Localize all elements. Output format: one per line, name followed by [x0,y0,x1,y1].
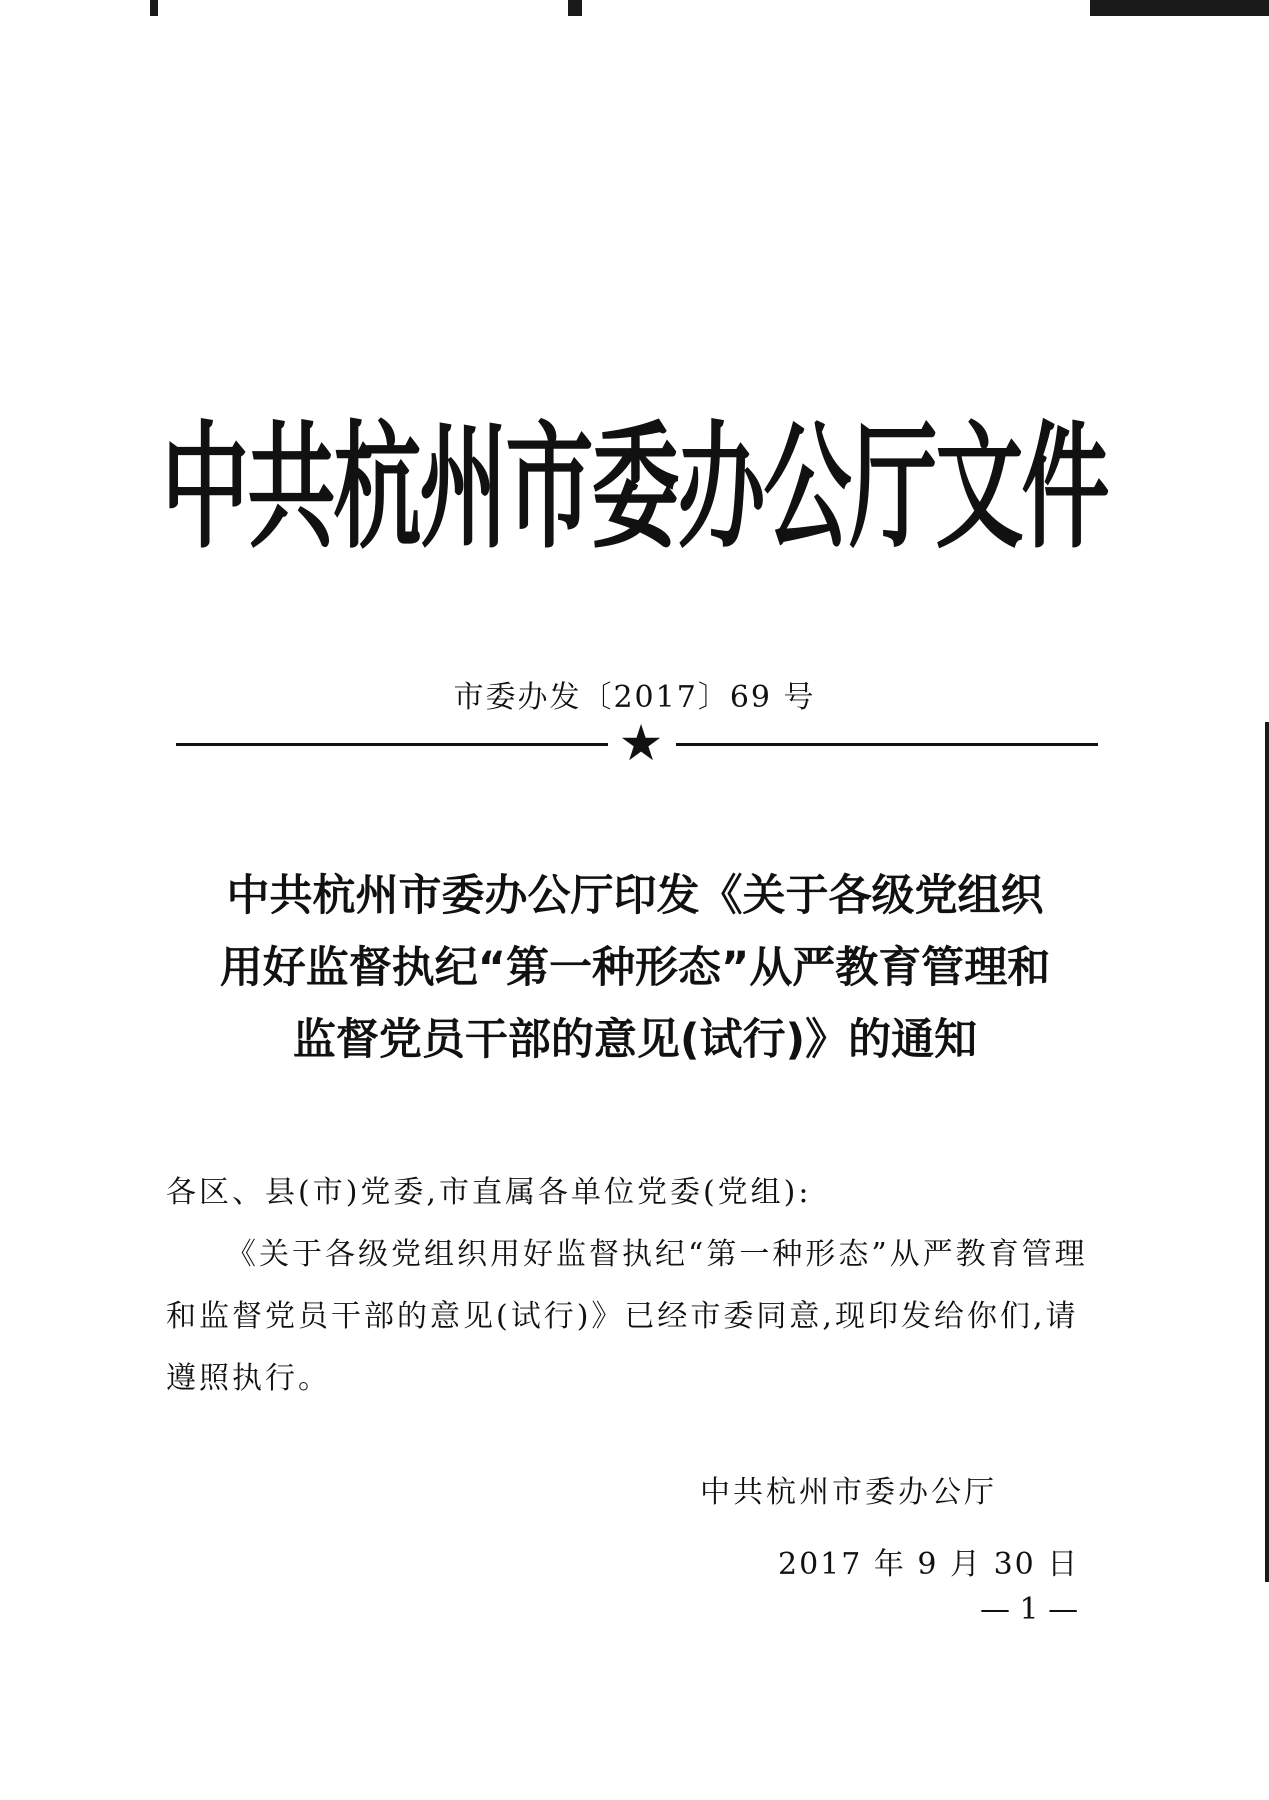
notice-title [180,860,1090,1076]
masthead-title: 中共杭州市委办公厅文件 [161,407,1108,568]
issuer-signature: 中共杭州市委办公厅 [700,1475,997,1510]
scan-edge [1265,722,1269,1582]
notice-body [166,1162,1106,1410]
addressee-line: 各区、县(市)党委,市直属各单位党委(党组): [166,1175,812,1210]
scan-mark [150,0,158,16]
scan-mark [568,0,582,16]
document-number: 市委办发〔2017〕69 号 [453,680,816,715]
issue-date: 2017 年 9 月 30 日 [778,1547,1080,1582]
star-icon: ★ [618,714,664,772]
divider-line-left [176,743,608,746]
divider-line-right [676,743,1098,746]
title-line: 监督党员干部的意见(试行)》的通知 [292,1015,978,1065]
title-line: 用好监督执纪“第一种形态”从严教育管理和 [219,943,1051,993]
page-number: — 1 — [980,1592,1079,1627]
red-header-divider [176,714,1098,772]
title-line: 中共杭州市委办公厅印发《关于各级党组织 [226,871,1044,921]
scan-mark [1090,0,1269,16]
body-paragraph: 《关于各级党组织用好监督执纪“第一种形态”从严教育管理和监督党员干部的意见(试行)》已经市委同意,现印发给你们,请遵照执行。 [166,1237,1088,1396]
